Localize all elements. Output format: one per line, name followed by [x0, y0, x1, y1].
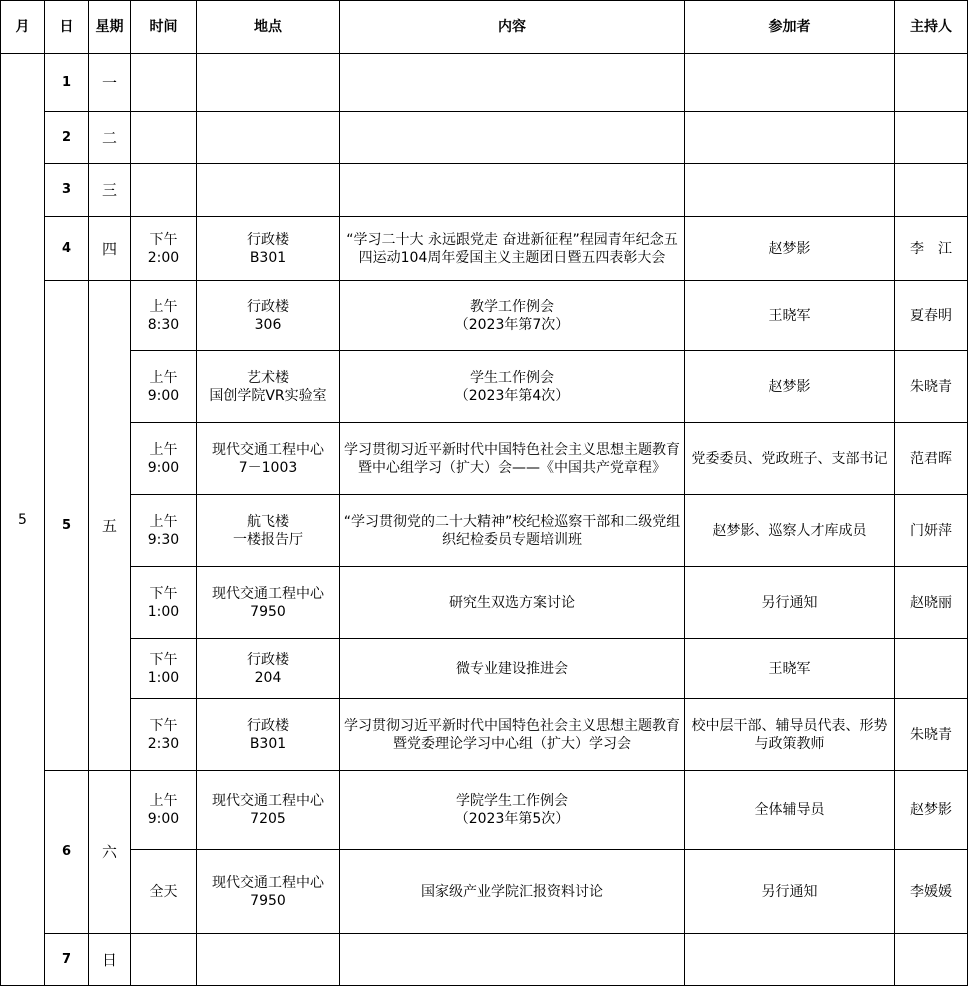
header-row — [1, 1, 968, 54]
content-cell: “学习贯彻党的二十大精神”校纪检巡察干部和二级党组织纪检委员专题培训班 — [340, 495, 685, 567]
weekday-cell: 三 — [89, 164, 131, 217]
month-cell: 5 — [1, 54, 45, 986]
content-cell: 学习贯彻习近平新时代中国特色社会主义思想主题教育暨党委理论学习中心组（扩大）学习会 — [340, 699, 685, 771]
host-cell: 范君晖 — [895, 423, 968, 495]
header-content: 内容 — [340, 1, 685, 54]
day-cell: 3 — [45, 164, 89, 217]
time-cell: 下午 1:00 — [131, 639, 197, 699]
place-cell: 现代交通工程中心 7950 — [197, 567, 340, 639]
weekday-cell: 二 — [89, 112, 131, 164]
place-cell — [197, 934, 340, 986]
time-cell: 上午 8:30 — [131, 281, 197, 351]
time-cell: 上午 9:00 — [131, 351, 197, 423]
content-cell: 微专业建设推进会 — [340, 639, 685, 699]
time-cell: 上午 9:00 — [131, 423, 197, 495]
table-row — [1, 217, 968, 281]
host-cell: 赵晓丽 — [895, 567, 968, 639]
host-cell — [895, 112, 968, 164]
table-row — [1, 351, 968, 423]
place-cell: 行政楼 B301 — [197, 699, 340, 771]
weekday-cell: 五 — [89, 281, 131, 771]
time-cell: 上午 9:30 — [131, 495, 197, 567]
place-cell: 现代交通工程中心 7950 — [197, 850, 340, 934]
host-cell — [895, 164, 968, 217]
header-host: 主持人 — [895, 1, 968, 54]
participants-cell — [685, 54, 895, 112]
time-cell — [131, 54, 197, 112]
place-cell: 航飞楼 一楼报告厅 — [197, 495, 340, 567]
time-cell: 上午 9:00 — [131, 771, 197, 850]
host-cell: 李 江 — [895, 217, 968, 281]
participants-cell: 校中层干部、辅导员代表、形势与政策教师 — [685, 699, 895, 771]
weekday-cell: 日 — [89, 934, 131, 986]
participants-cell: 赵梦影 — [685, 217, 895, 281]
content-cell — [340, 112, 685, 164]
time-cell — [131, 112, 197, 164]
content-cell — [340, 934, 685, 986]
header-participants: 参加者 — [685, 1, 895, 54]
host-cell: 赵梦影 — [895, 771, 968, 850]
content-cell: 研究生双选方案讨论 — [340, 567, 685, 639]
content-cell: 学习贯彻习近平新时代中国特色社会主义思想主题教育暨中心组学习（扩大）会——《中国共产党章程》 — [340, 423, 685, 495]
table-row — [1, 934, 968, 986]
place-cell — [197, 112, 340, 164]
table-row — [1, 850, 968, 934]
content-cell: 教学工作例会 （2023年第7次） — [340, 281, 685, 351]
host-cell: 朱晓青 — [895, 351, 968, 423]
participants-cell: 党委委员、党政班子、支部书记 — [685, 423, 895, 495]
participants-cell: 另行通知 — [685, 850, 895, 934]
header-day: 日 — [45, 1, 89, 54]
host-cell — [895, 934, 968, 986]
place-cell — [197, 54, 340, 112]
day-cell: 1 — [45, 54, 89, 112]
participants-cell — [685, 164, 895, 217]
header-time: 时间 — [131, 1, 197, 54]
table-row — [1, 164, 968, 217]
participants-cell — [685, 112, 895, 164]
participants-cell: 另行通知 — [685, 567, 895, 639]
table-row — [1, 699, 968, 771]
time-cell — [131, 164, 197, 217]
participants-cell — [685, 934, 895, 986]
host-cell: 朱晓青 — [895, 699, 968, 771]
table-row — [1, 771, 968, 850]
day-cell: 6 — [45, 771, 89, 934]
host-cell: 门妍萍 — [895, 495, 968, 567]
day-cell: 4 — [45, 217, 89, 281]
content-cell: 国家级产业学院汇报资料讨论 — [340, 850, 685, 934]
table-row — [1, 567, 968, 639]
place-cell: 现代交通工程中心 7205 — [197, 771, 340, 850]
table-row — [1, 423, 968, 495]
host-cell: 夏春明 — [895, 281, 968, 351]
place-cell: 现代交通工程中心 7－1003 — [197, 423, 340, 495]
day-cell: 5 — [45, 281, 89, 771]
place-cell: 行政楼 B301 — [197, 217, 340, 281]
place-cell: 行政楼 306 — [197, 281, 340, 351]
time-cell: 全天 — [131, 850, 197, 934]
table-row — [1, 54, 968, 112]
header-weekday: 星期 — [89, 1, 131, 54]
participants-cell: 全体辅导员 — [685, 771, 895, 850]
table-row — [1, 281, 968, 351]
weekday-cell: 四 — [89, 217, 131, 281]
participants-cell: 王晓军 — [685, 639, 895, 699]
weekday-cell: 六 — [89, 771, 131, 934]
host-cell — [895, 639, 968, 699]
place-cell — [197, 164, 340, 217]
table-row — [1, 112, 968, 164]
content-cell — [340, 54, 685, 112]
header-month: 月 — [1, 1, 45, 54]
content-cell: 学院学生工作例会 （2023年第5次） — [340, 771, 685, 850]
participants-cell: 赵梦影、巡察人才库成员 — [685, 495, 895, 567]
content-cell: 学生工作例会 （2023年第4次） — [340, 351, 685, 423]
place-cell: 艺术楼 国创学院VR实验室 — [197, 351, 340, 423]
day-cell: 7 — [45, 934, 89, 986]
table-row — [1, 495, 968, 567]
host-cell — [895, 54, 968, 112]
participants-cell: 王晓军 — [685, 281, 895, 351]
host-cell: 李媛媛 — [895, 850, 968, 934]
time-cell: 下午 2:00 — [131, 217, 197, 281]
time-cell — [131, 934, 197, 986]
table-row — [1, 639, 968, 699]
participants-cell: 赵梦影 — [685, 351, 895, 423]
time-cell: 下午 1:00 — [131, 567, 197, 639]
place-cell: 行政楼 204 — [197, 639, 340, 699]
day-cell: 2 — [45, 112, 89, 164]
content-cell — [340, 164, 685, 217]
header-place: 地点 — [197, 1, 340, 54]
time-cell: 下午 2:30 — [131, 699, 197, 771]
content-cell: “学习二十大 永远跟党走 奋进新征程”程园青年纪念五四运动104周年爱国主义主题团日暨五四表彰大会 — [340, 217, 685, 281]
weekday-cell: 一 — [89, 54, 131, 112]
